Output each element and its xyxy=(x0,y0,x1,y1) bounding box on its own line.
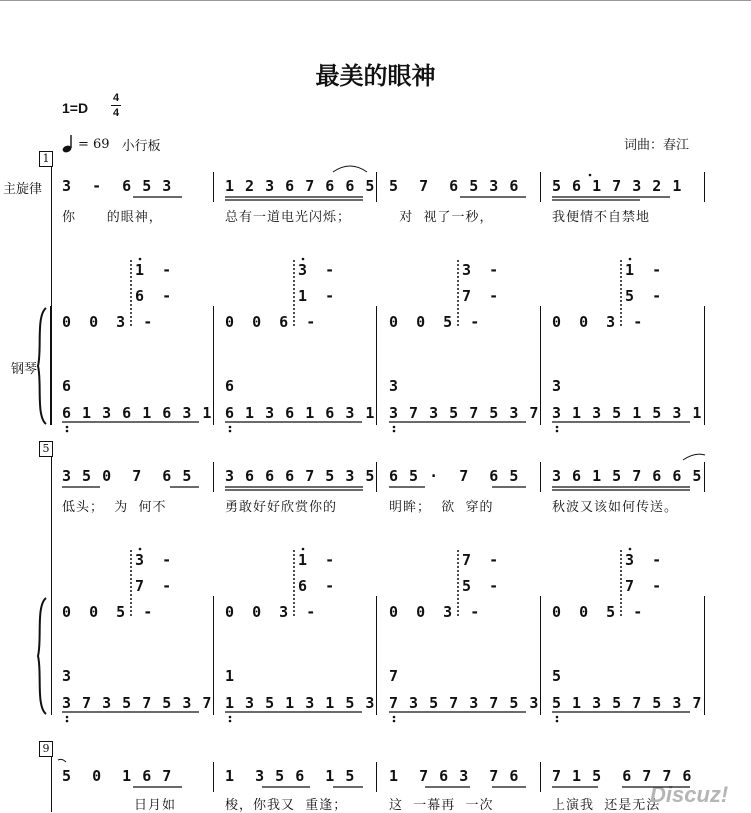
lyric-bar-9: 日月如 xyxy=(134,798,177,813)
lyric-bar-3: 对 视了一秒， xyxy=(389,210,494,225)
measure-number-1: 1 xyxy=(39,151,53,167)
melody-bar-2: 1 2 3 6 7 6 6 5 xyxy=(225,177,376,195)
piano-chord-top: 1 - xyxy=(135,261,172,279)
measure-number-9: 9 xyxy=(39,741,53,757)
piano-rh-bottom: 0 0 3 - xyxy=(225,603,316,621)
lyric-bar-10: 梭，你我又 重逢； xyxy=(225,798,348,813)
beam-lines xyxy=(62,197,693,787)
melody-bar-10: 1 3 5 6 1 5 xyxy=(225,767,356,785)
key-signature: 1=D xyxy=(62,100,89,116)
lyric-bar-8: 秋波又该如何传送。 xyxy=(552,500,679,515)
tempo-text: 小行板 xyxy=(121,138,161,154)
piano-lh-lower: 7 3 5 7 3 7 5 3 xyxy=(389,694,540,712)
tempo-value: = 69 xyxy=(78,136,110,152)
lyric-bar-4: 我便情不自禁地 xyxy=(552,210,651,225)
piano-rh-bottom: 0 0 5 - xyxy=(62,603,153,621)
brace-2 xyxy=(38,598,46,714)
piano-chord-top: 3 - xyxy=(462,261,499,279)
melody-bar-8: 3 6 1 5 7 6 6 5 xyxy=(552,467,703,485)
piano-rh-bottom: 0 0 6 - xyxy=(225,313,316,331)
piano-chord-mid: 5 - xyxy=(625,287,662,305)
piano-lh-lower: 5 1 3 5 7 5 3 7 xyxy=(552,694,703,712)
piano-lh-upper: 6 xyxy=(62,377,72,395)
piano-chord-mid: 7 - xyxy=(625,577,662,595)
melody-bar-3: 5 7 6 5 3 6 xyxy=(389,177,520,195)
piano-chord-top: 3 - xyxy=(625,551,662,569)
tie-2 xyxy=(683,454,705,460)
melody-bar-12: 7 1 5 6 7 7 6 xyxy=(552,767,693,785)
melody-bar-7: 6 5 · 7 6 5 xyxy=(389,467,520,485)
piano-lh-upper: 6 xyxy=(225,377,235,395)
lyric-bar-5: 低头； 为 何不 xyxy=(62,500,167,515)
piano-rh-bottom: 0 0 3 - xyxy=(389,603,480,621)
piano-rh-bottom: 0 0 3 - xyxy=(552,313,643,331)
tie-1 xyxy=(333,166,367,172)
lyric-bar-6: 勇敢好好欣赏你的 xyxy=(225,500,338,515)
piano-chord-top: 3 - xyxy=(135,551,172,569)
piano-lh-lower: 6 1 3 6 1 6 3 1 xyxy=(225,404,376,422)
piano-chord-top: 1 - xyxy=(625,261,662,279)
lyric-bar-2: 总有一道电光闪烁； xyxy=(225,210,352,225)
piano-lh-upper: 3 xyxy=(62,667,72,685)
piano-lh-upper: 1 xyxy=(225,667,235,685)
piano-lh-lower: 3 7 3 5 7 5 3 7 xyxy=(62,694,213,712)
melody-bar-4: 5 6 1 7 3 2 1 xyxy=(552,177,683,195)
melody-bar-5: 3 5 0 7 6 5 xyxy=(62,467,193,485)
octave-dots xyxy=(66,426,562,723)
piano-lh-upper: 3 xyxy=(389,377,399,395)
piano-rh-bottom: 0 0 5 - xyxy=(552,603,643,621)
time-signature-bottom: 4 xyxy=(112,107,120,119)
lyric-bar-7: 明眸； 欲 穿的 xyxy=(389,500,494,515)
piano-chord-top: 1 - xyxy=(298,551,335,569)
piano-chord-mid: 1 - xyxy=(298,287,335,305)
piano-lh-upper: 7 xyxy=(389,667,399,685)
melody-bar-9: 5 0 1 6 7 xyxy=(62,767,173,785)
watermark: Discuz! xyxy=(650,782,729,807)
piano-chord-mid: 6 - xyxy=(298,577,335,595)
piano-lh-upper: 3 xyxy=(552,377,562,395)
piano-lh-lower: 3 1 3 5 1 5 3 1 xyxy=(552,404,703,422)
part-label-melody: 主旋律 xyxy=(3,182,43,197)
piano-chord-mid: 7 - xyxy=(462,287,499,305)
piano-rh-bottom: 0 0 5 - xyxy=(389,313,480,331)
time-signature-top: 4 xyxy=(112,92,120,104)
brace-1 xyxy=(38,308,46,424)
tie-3 xyxy=(58,759,66,762)
credit: 词曲：春江 xyxy=(624,138,690,153)
piano-chord-mid: 7 - xyxy=(135,577,172,595)
piano-chord-mid: 5 - xyxy=(462,577,499,595)
measure-number-5: 5 xyxy=(39,441,53,457)
piano-chord-top: 7 - xyxy=(462,551,499,569)
part-label-piano: 钢琴 xyxy=(11,362,38,377)
lyric-bar-11: 这 一幕再 一次 xyxy=(389,798,494,813)
arpeggio-marks xyxy=(131,260,621,618)
lyric-bar-1: 你 的眼神， xyxy=(62,210,163,225)
melody-bar-6: 3 6 6 6 7 5 3 5 xyxy=(225,467,376,485)
piano-chord-top: 3 - xyxy=(298,261,335,279)
melody-bar-1: 3 - 6 5 3 xyxy=(62,177,173,195)
piano-chord-mid: 6 - xyxy=(135,287,172,305)
lh-beam-lines xyxy=(62,422,690,712)
piano-lh-lower: 3 7 3 5 7 5 3 7 xyxy=(389,404,540,422)
lyric-bar-12: 上演我 还是无法 xyxy=(552,798,661,813)
melody-bar-11: 1 7 6 3 7 6 xyxy=(389,767,520,785)
song-title: 最美的眼神 xyxy=(315,62,436,90)
piano-lh-lower: 1 3 5 1 3 1 5 3 xyxy=(225,694,376,712)
piano-lh-upper: 5 xyxy=(552,667,562,685)
piano-lh-lower: 6 1 3 6 1 6 3 1 xyxy=(62,404,213,422)
high-octave-dots xyxy=(139,174,632,551)
piano-rh-bottom: 0 0 3 - xyxy=(62,313,153,331)
